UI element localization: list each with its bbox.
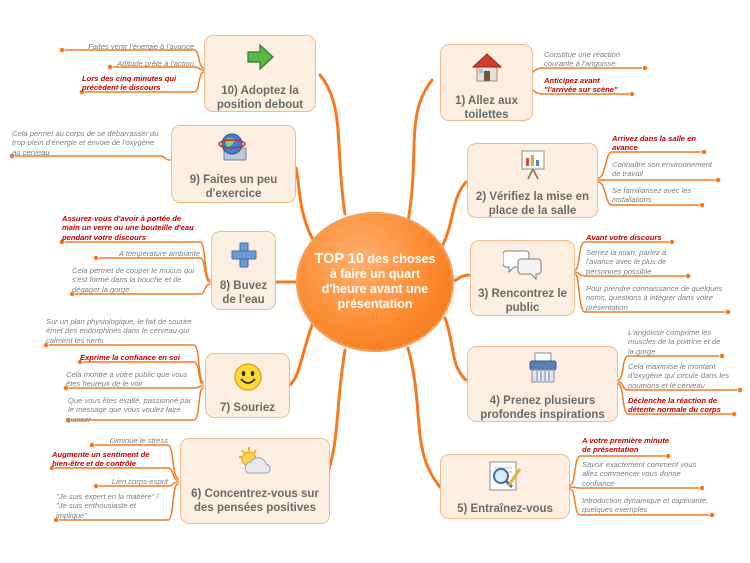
branch-2-label: 2) Vérifiez la mise en place de la salle bbox=[475, 191, 590, 217]
branch-9-exercice[interactable] bbox=[171, 125, 296, 203]
leaf-3-2: Serrez la main, parlez à l'avance avec le plus de personnes possible bbox=[586, 248, 667, 276]
central-topic-emphasis: TOP 10 bbox=[314, 251, 364, 267]
leaf-6-3: Lien corps-esprit bbox=[111, 477, 168, 486]
branch-10-label: 10) Adoptez la position debout bbox=[216, 85, 304, 111]
magnifier-pencil-icon bbox=[487, 459, 523, 497]
leaf-4-3: Déclenche la réaction de détente normale du corps bbox=[628, 396, 721, 415]
branch-1-label: 1) Allez aux toilettes bbox=[455, 95, 518, 121]
leaf-10-3: Lors des cinq minutes qui précèdent le discours bbox=[82, 74, 177, 93]
flipchart-icon bbox=[517, 148, 549, 184]
leaf-8-3: Cela permet de couper le mucus qui s'est formé dans la bouche et de dégager la gorge bbox=[72, 266, 194, 294]
central-topic[interactable] bbox=[296, 212, 454, 352]
branch-line-5 bbox=[408, 348, 440, 487]
branch-8-label: 8) Buvez de l'eau bbox=[219, 280, 268, 306]
leaf-6-4: "Je suis expert en la matière" / "Je suis enthousiaste et impliqué" bbox=[56, 492, 159, 520]
leaf-2-3: Se familiarisez avec les installations bbox=[612, 186, 692, 205]
branch-8-eau[interactable] bbox=[211, 231, 276, 310]
branch-line-3 bbox=[452, 275, 470, 282]
branch-10-debout[interactable] bbox=[204, 35, 316, 112]
leaf-1-2: Anticipez avant "l'arrivée sur scène" bbox=[544, 76, 618, 95]
leaf-7-3: Cela montre à votre public que vous êtes heureux de le voir bbox=[66, 370, 188, 389]
sun-cloud-icon bbox=[235, 445, 275, 483]
leaf-2-1: Arrivez dans la salle en avance bbox=[612, 134, 696, 153]
arrow-right-icon bbox=[245, 42, 275, 76]
leaf-10-1: Faites venir l'énergie à l'avance bbox=[88, 42, 194, 51]
leaf-7-4: Que vous êtes exalté, passionné par le message que vous voulez faire passer bbox=[68, 396, 192, 424]
branch-5-label: 5) Entraînez-vous bbox=[457, 503, 553, 515]
branch-3-label: 3) Rencontrez le public bbox=[478, 288, 567, 314]
house-icon bbox=[470, 51, 504, 87]
branch-line-1 bbox=[408, 80, 432, 222]
central-topic-text: des choses à faire un quart d'heure avant une présentation bbox=[321, 252, 436, 311]
leaf-4-2: Cela maximise le montant d'oxygène qui circule dans les poumons et le cerveau bbox=[628, 362, 730, 390]
leaf-6-1: Diminue le stress bbox=[109, 436, 168, 445]
leaf-5-2: Savoir exactement comment vous allez commencer vous donne confiance bbox=[582, 460, 697, 488]
leaf-5-3: Introduction dynamique et captivante, quelques exemples bbox=[582, 496, 709, 515]
leaf-5-1: A votre première minute de présentation bbox=[582, 436, 670, 455]
leaf-3-1: Avant votre discours bbox=[586, 233, 662, 242]
leaf-7-2: Exprime la confiance en soi bbox=[80, 353, 181, 362]
branch-5-entrainez[interactable] bbox=[440, 454, 570, 519]
leaf-8-2: A température ambiante bbox=[118, 249, 200, 258]
branch-4-label: 4) Prenez plusieurs profondes inspirations bbox=[480, 395, 605, 421]
plus-icon bbox=[230, 241, 258, 273]
globe-monitor-icon bbox=[217, 130, 251, 168]
branch-1-toilettes[interactable] bbox=[440, 44, 533, 121]
branch-2-salle[interactable] bbox=[467, 143, 598, 218]
branch-line-9 bbox=[296, 168, 312, 238]
leaf-7-1: Sur un plan physiologique, le fait de sourire émet des endorphines dans le cerveau qui calment les nerfs bbox=[46, 317, 192, 345]
branch-3-public[interactable] bbox=[470, 240, 575, 316]
leaf-10-2: Attitude prête à l'action bbox=[116, 59, 194, 68]
branch-line-2 bbox=[440, 182, 466, 250]
branch-9-label: 9) Faites un peu d'exercice bbox=[189, 174, 278, 200]
branch-7-label: 7) Souriez bbox=[220, 402, 275, 414]
leaf-1-1: Constitue une réaction courante à l'angoisse bbox=[544, 50, 620, 69]
branch-6-label: 6) Concentrez-vous sur des pensées positives bbox=[191, 488, 319, 514]
speech-bubbles-icon bbox=[503, 247, 543, 285]
branch-line-4 bbox=[445, 318, 466, 380]
branch-6-pensees[interactable] bbox=[180, 438, 330, 524]
smiley-icon bbox=[233, 362, 263, 396]
leaf-3-3: Pour prendre connaissance de quelques noms, questions à intégrer dans votre présentation bbox=[586, 284, 723, 312]
branch-7-souriez[interactable] bbox=[205, 353, 290, 418]
leaf-9-1: Cela permet au corps de se débarrasser du trop-plein d'énergie et envoie de l'oxygène au cerveau bbox=[12, 129, 159, 157]
leaf-6-2: Augmente un sentiment de bien-être et de contrôle bbox=[52, 450, 150, 469]
shredder-icon bbox=[526, 351, 560, 387]
branch-line-7 bbox=[290, 325, 312, 385]
branch-4-inspirations[interactable] bbox=[467, 346, 618, 422]
leaf-2-2: Connaître son environnement de travail bbox=[612, 160, 713, 179]
leaf-4-1: L'angoisse comprime les muscles de la poitrine et de la gorge bbox=[628, 328, 721, 356]
leaf-8-1: Assurez-vous d'avoir à portée de main un verre ou une bouteille d'eau pendant votre discours bbox=[62, 214, 194, 242]
branch-line-10 bbox=[320, 75, 345, 214]
